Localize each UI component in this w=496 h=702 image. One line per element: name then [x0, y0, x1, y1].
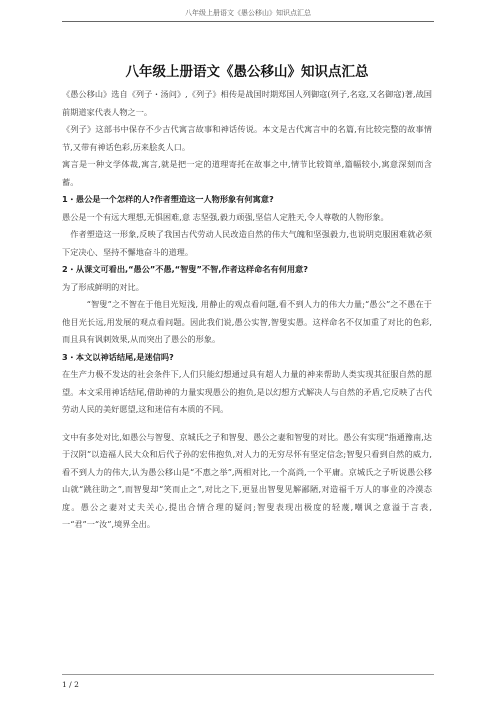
contrast-paragraph: 文中有多处对比,如愚公与智叟、京城氏之子和智叟、愚公之妻和智叟的对比。愚公有实现“指通豫南,达于汉阴”以造福人民大众和后代子孙的宏伟抱负,对人力的无穷尽怀有坚定信念;智叟只看到自然的威力,看不到人力的伟大,认为愚公移山是“不惠之举”,两相对比,一个高尚,一个平庸。京城氏之子听说愚公移山就“跳往助之”,而智叟却“笑而止之”,对比之下,更显出智叟见解鄙陋,对造福千万人的事业的冷漠态度。愚公之妻对丈夫关心,提出合情合理的疑问;智叟表现出极度的轻蔑,嘲讽之意溢于言表,一“君”一“汝”,境界全出。	[62, 431, 432, 529]
question-3: 3・本文以神话结尾,是迷信吗?	[62, 351, 174, 362]
question-1: 1・愚公是一个怎样的人?作者塑造这一人物形象有何寓意?	[62, 194, 274, 204]
answer-2-paragraph-2: “智叟”之不智在于他目光短浅, 用静止的观点看问题,看不到人力的伟大力量;“愚公”之不愚在于他目光长远,用发展的观点看问题。因此我们说,愚公实智,智叟实愚。这样命名不仅加重了对比的色彩,而且具有讽刺效果,从而突出了愚公的形象。	[62, 299, 432, 344]
header-divider	[62, 21, 434, 22]
running-header: 八年级上册语文《愚公移山》知识点汇总	[185, 9, 311, 17]
answer-3-paragraph-1: 在生产力极不发达的社会条件下,人们只能幻想通过具有超人力量的神来帮助人类实现其征服自然的愿望。本文采用神话结尾,借助神的力量实现愚公的抱负,是以幻想方式解决人与自然的矛盾,它反映了古代劳动人民的美好愿望,这和迷信有本质的不同。	[62, 369, 432, 414]
intro-paragraph-2: 《列子》这部书中保存不少古代寓言故事和神话传说。本文是古代寓言中的名篇,有比较完整的故事情节,又带有神话色彩,历来脍炙人口。	[62, 124, 432, 152]
intro-paragraph-1: 《愚公移山》选自《列子・汤问》,《列子》相传是战国时期郑国人列御寇(列子,名寇,又名御寇)著,战国前期道家代表人物之一。	[62, 89, 432, 117]
answer-1-paragraph-2: 作者塑造这一形象,反映了我国古代劳动人民改造自然的伟大气魄和坚强毅力,也说明克服困难就必须下定决心、坚持不懈地奋斗的道理。	[62, 229, 432, 257]
footer-divider	[62, 674, 434, 675]
page-number: 1 / 2	[62, 680, 79, 689]
document-title: 八年级上册语文《愚公移山》知识点汇总	[125, 64, 369, 80]
intro-paragraph-3: 寓言是一种文学体裁,寓言,就是把一定的道理寄托在故事之中,情节比较简单,篇幅较小,寓意深刻而含蓄。	[62, 159, 432, 187]
question-2: 2・从课文可看出,“愚公”不愚,“智叟”不智,作者这样命名有何用意?	[62, 264, 308, 274]
answer-2-paragraph-1: 为了形成鲜明的对比。	[62, 281, 144, 292]
answer-1-paragraph-1: 愚公是一个有远大理想,无惧困难,意 志坚强,毅力顽强,坚信人定胜天,令人尊敬的人物形象。	[62, 211, 389, 222]
document-body	[62, 62, 432, 534]
